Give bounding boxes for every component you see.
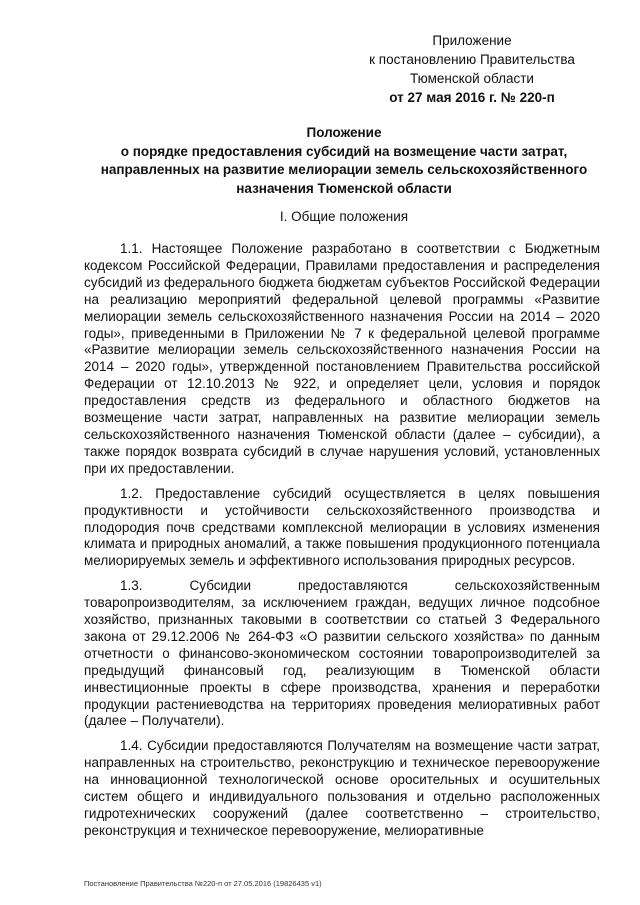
appendix-date-number: от 27 мая 2016 г. № 220-п <box>389 90 555 105</box>
appendix-region: Тюменской области <box>410 71 534 86</box>
paragraph-1-1: 1.1. Настоящее Положение разработано в соответствии с Бюджетным кодексом Российской Федерации, Правилами предоставления и распределения субсидий из федерального бюджета бюджетам субъектов Российской Федерации на реализацию мероприятий федеральной целевой программы «Развитие мелиорации земель сельскохозяйственного назначения России на 2014 – 2020 годы», приведенными в Приложении № 7 к федеральной целевой программе «Развитие мелиорации земель сельскохозяйственного назначения России на 2014 – 2020 годы», утвержденной постановлением Правительства российской Федерации от 12.10.2013 № 922, и определяет цели, условия и порядок предоставления средств из федерального и областного бюджетов на возмещение части затрат, направленных на развитие мелиорации земель сельскохозяйственного назначения Тюменской области (далее – субсидии), а также порядок возврата субсидий в случае нарушения условий, установленных при их предоставлении. <box>84 241 600 476</box>
document-body <box>84 241 600 848</box>
section-heading: I. Общие положения <box>279 209 409 224</box>
paragraph-1-4: 1.4. Субсидии предоставляются Получателям на возмещение части затрат, направленных на строительство, реконструкцию и техническое перевооружение на инновационной технологической основе оросительных и осушительных систем общего и индивидуального пользования и отдельно расположенных гидротехнических сооружений (далее соответственно – строительство, реконструкция и техническое перевооружение, мелиоративные <box>84 738 600 838</box>
document-title <box>80 124 608 198</box>
paragraph-1-3: 1.3. Субсидии предоставляются сельскохозяйственным товаропроизводителям, за исключением граждан, ведущих личное подсобное хозяйство, признанных таковыми в соответствии со статьей 3 Федерального закона от 29.12.2006 № 264-ФЗ «О развитии сельского хозяйства» по данным отчетности о финансово-экономическом состоянии товаропроизводителей за предыдущий финансовый год, реализующим в Тюменской области инвестиционные проекты в сфере производства, хранения и переработки продукции растениеводства на территориях проведения мелиоративных работ (далее – Получатели). <box>84 578 600 729</box>
title-line-3: направленных на развитие мелиорации земель сельскохозяйственного <box>100 162 588 177</box>
appendix-label: Приложение <box>432 33 512 48</box>
paragraph-1-2: 1.2. Предоставление субсидий осуществляется в целях повышения продуктивности и устойчивости сельскохозяйственного производства и плодородия почв средствами комплексной мелиорации в условиях изменения климата и природных аномалий, а также повышения продукционного потенциала мелиорируемых земель и эффективного использования природных ресурсов. <box>84 485 600 569</box>
title-line-2: о порядке предоставления субсидий на возмещение части затрат, <box>120 143 568 159</box>
title-line-4: назначения Тюменской области <box>236 180 452 196</box>
appendix-decree-ref: к постановлению Правительства <box>369 52 575 67</box>
appendix-block <box>340 31 604 107</box>
title-line-1: Положение <box>306 125 382 140</box>
page-footer: Постановление Правительства №220-п от 27.05.2016 (19826435 v1) <box>84 879 322 888</box>
